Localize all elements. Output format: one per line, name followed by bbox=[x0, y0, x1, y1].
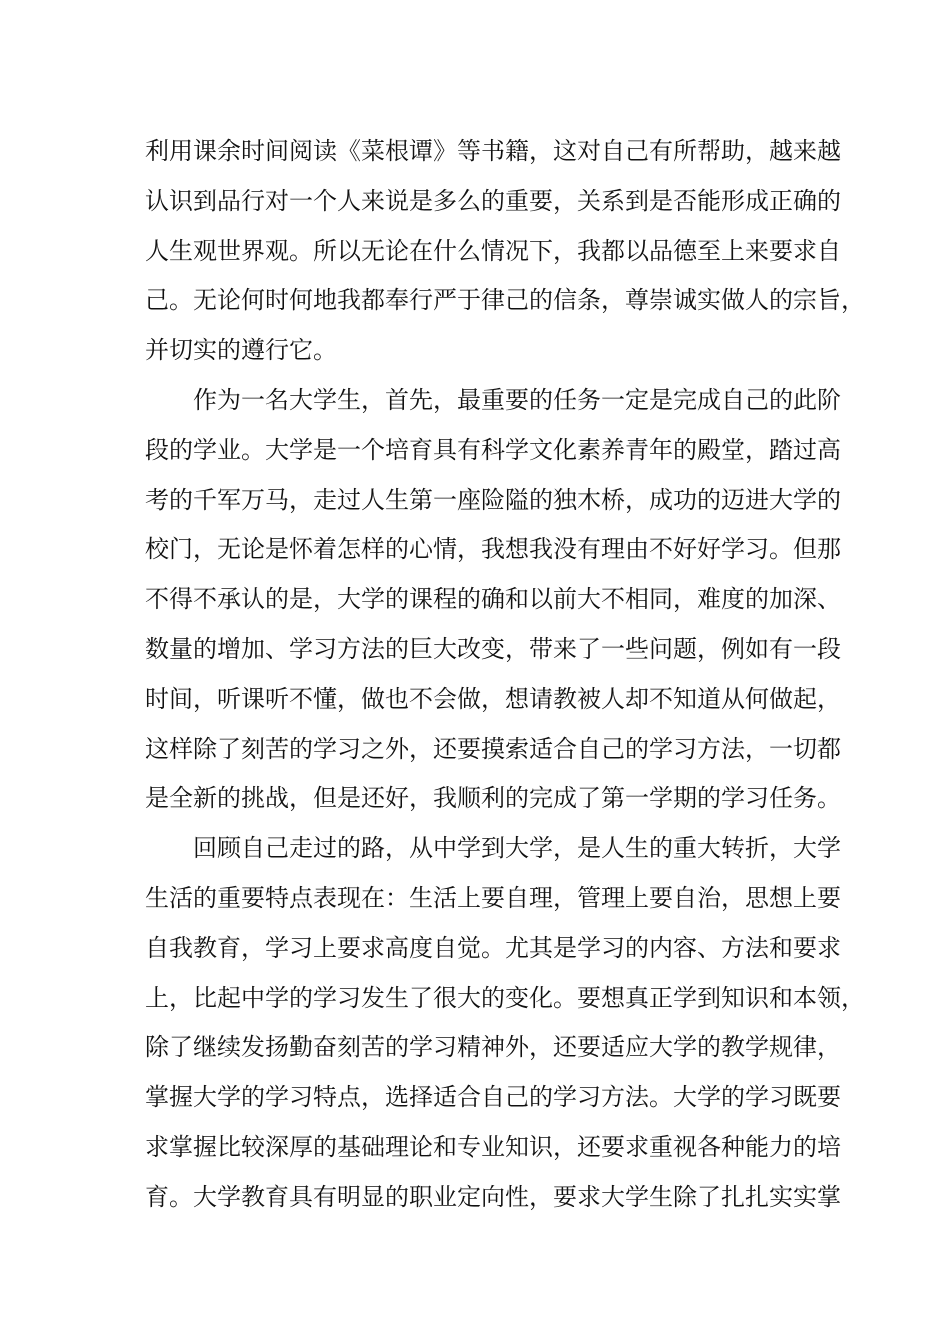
paragraph-3 bbox=[145, 824, 865, 1222]
text-line: 段的学业。大学是一个培育具有科学文化素养青年的殿堂，踏过高 bbox=[145, 435, 841, 464]
text-line: 考的千军万马，走过人生第一座险隘的独木桥，成功的迈进大学的 bbox=[145, 485, 841, 514]
text-line: 时间，听课听不懂，做也不会做，想请教被人却不知道从何做起， bbox=[145, 684, 841, 713]
document-body bbox=[145, 127, 865, 1223]
text-line: 求掌握比较深厚的基础理论和专业知识，还要求重视各种能力的培 bbox=[145, 1132, 841, 1161]
text-line: 掌握大学的学习特点，选择适合自己的学习方法。大学的学习既要 bbox=[145, 1083, 841, 1112]
paragraph-1 bbox=[145, 127, 865, 376]
text-line: 除了继续发扬勤奋刻苦的学习精神外，还要适应大学的教学规律， bbox=[145, 1033, 841, 1062]
text-line: 自我教育，学习上要求高度自觉。尤其是学习的内容、方法和要求 bbox=[145, 933, 841, 962]
text-line: 上，比起中学的学习发生了很大的变化。要想真正学到知识和本领， bbox=[145, 983, 865, 1012]
text-line: 回顾自己走过的路，从中学到大学，是人生的重大转折，大学 bbox=[193, 834, 841, 863]
text-line: 人生观世界观。所以无论在什么情况下，我都以品德至上来要求自 bbox=[145, 236, 841, 265]
text-line: 这样除了刻苦的学习之外，还要摸索适合自己的学习方法，一切都 bbox=[145, 734, 841, 763]
paragraph-2 bbox=[145, 376, 841, 824]
text-line: 己。无论何时何地我都奉行严于律己的信条，尊崇诚实做人的宗旨， bbox=[145, 286, 865, 315]
text-line: 并切实的遵行它。 bbox=[145, 336, 337, 365]
text-line: 育。大学教育具有明显的职业定向性，要求大学生除了扎扎实实掌 bbox=[145, 1182, 841, 1211]
text-line: 不得不承认的是，大学的课程的确和以前大不相同，难度的加深、 bbox=[145, 585, 841, 614]
text-line: 作为一名大学生，首先，最重要的任务一定是完成自己的此阶 bbox=[193, 385, 841, 414]
text-line: 利用课余时间阅读《菜根谭》等书籍，这对自己有所帮助，越来越 bbox=[145, 137, 841, 165]
text-line: 数量的增加、学习方法的巨大改变，带来了一些问题，例如有一段 bbox=[145, 634, 841, 663]
text-line: 校门，无论是怀着怎样的心情，我想我没有理由不好好学习。但那 bbox=[145, 535, 841, 564]
text-line: 是全新的挑战，但是还好，我顺利的完成了第一学期的学习任务。 bbox=[145, 784, 841, 813]
text-line: 认识到品行对一个人来说是多么的重要，关系到是否能形成正确的 bbox=[145, 186, 841, 215]
text-line: 生活的重要特点表现在：生活上要自理，管理上要自治，思想上要 bbox=[145, 883, 841, 912]
